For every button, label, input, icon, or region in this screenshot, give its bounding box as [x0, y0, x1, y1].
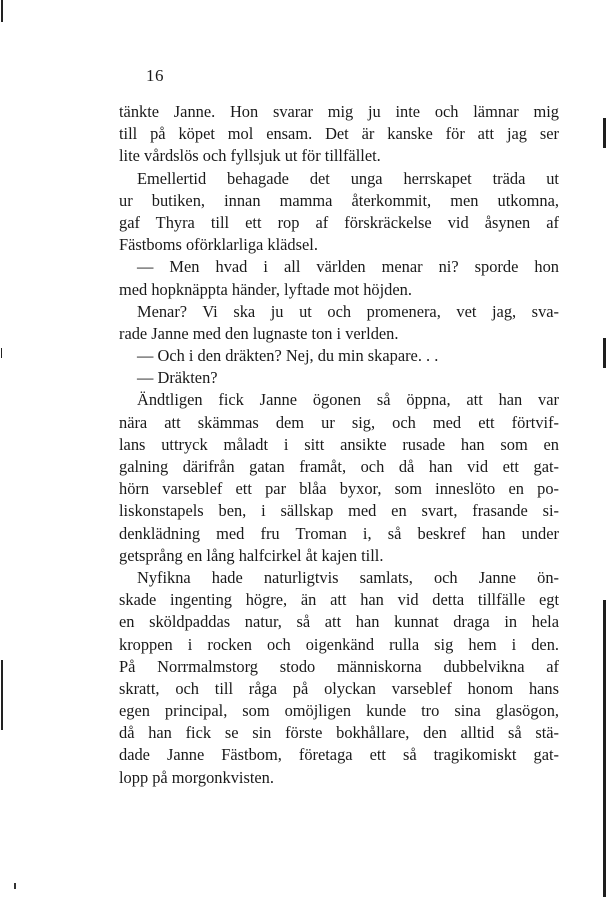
- text-line: Nyfikna hade naturligtvis samlats, och Janne ön-: [137, 567, 559, 587]
- text-line: — Dräkten?: [137, 368, 218, 388]
- text-line: med hopknäppta händer, lyftade mot höjden.: [119, 279, 412, 299]
- text-line: Ändtligen fick Janne ögonen så öppna, att han var: [137, 390, 559, 410]
- text-line: denklädning med fru Troman i, så beskref han under: [119, 523, 559, 543]
- page-edge-shadow-right-top: [603, 118, 606, 148]
- text-line: — Och i den dräkten? Nej, du min skapare. . .: [137, 346, 439, 366]
- text-line: då han fick se sin förste bokhållare, den alltid så stä-: [119, 723, 559, 743]
- text-line: rade Janne med den lugnaste ton i verlden.: [119, 323, 399, 343]
- page-edge-shadow-right-middle: [603, 338, 606, 368]
- text-line: Emellertid behagade det unga herrskapet träda ut: [137, 168, 559, 188]
- text-line: lite vårdslös och fyllsjuk ut för tillfället.: [119, 146, 381, 166]
- text-line: skade ingenting högre, än att han vid detta tillfälle egt: [119, 590, 559, 610]
- page-edge-shadow-left: [1, 0, 3, 22]
- page-edge-shadow-left-lower: [1, 660, 3, 730]
- text-line: till på köpet mol ensam. Det är kanske för att jag ser: [119, 124, 559, 144]
- text-line: dade Janne Fästbom, företaga ett så tragikomiskt gat-: [119, 745, 559, 765]
- text-line: en sköldpaddas natur, så att han kunnat draga in hela: [119, 612, 559, 632]
- page-edge-mark-left: [1, 348, 2, 358]
- page-number: 16: [146, 66, 164, 85]
- text-line: egen principal, som omöjligen kunde tro sina glasögon,: [119, 701, 559, 721]
- text-line: ur butiken, innan mamma återkommit, men utkomna,: [119, 190, 559, 210]
- text-line: galning därifrån gatan framåt, och då han vid ett gat-: [119, 457, 559, 476]
- text-line: Menar? Vi ska ju ut och promenera, vet jag, sva-: [137, 301, 559, 321]
- text-line: På Norrmalmstorg stodo människorna dubbelvikna af: [119, 656, 559, 676]
- text-line: lans uttryck måladt i sitt ansikte rusade han som en: [119, 434, 559, 454]
- text-line: liskonstapels ben, i sällskap med en svart, frasande si-: [119, 501, 559, 521]
- text-line: Fästboms oförklarliga klädsel.: [119, 235, 318, 255]
- page-speck: [14, 883, 16, 889]
- page-edge-shadow-right-bottom: [603, 600, 606, 897]
- text-line: tänkte Janne. Hon svarar mig ju inte och lämnar mig: [119, 102, 559, 121]
- text-line: skratt, och till råga på olyckan varseblef honom hans: [119, 678, 559, 698]
- text-line: lopp på morgonkvisten.: [119, 767, 274, 787]
- text-line: gaf Thyra till ett rop af förskräckelse vid åsynen af: [119, 212, 559, 232]
- body-text: [119, 101, 559, 789]
- text-line: getsprång en lång halfcirkel åt kajen till.: [119, 545, 384, 565]
- text-line: — Men hvad i all världen menar ni? sporde hon: [137, 257, 559, 277]
- text-line: kroppen i rocken och oigenkänd rulla sig hem i den.: [119, 634, 559, 654]
- text-line: hörn varseblef ett par blåa byxor, som inneslöto en po-: [119, 479, 559, 499]
- text-line: nära att skämmas dem ur sig, och med ett förtvif-: [119, 412, 559, 432]
